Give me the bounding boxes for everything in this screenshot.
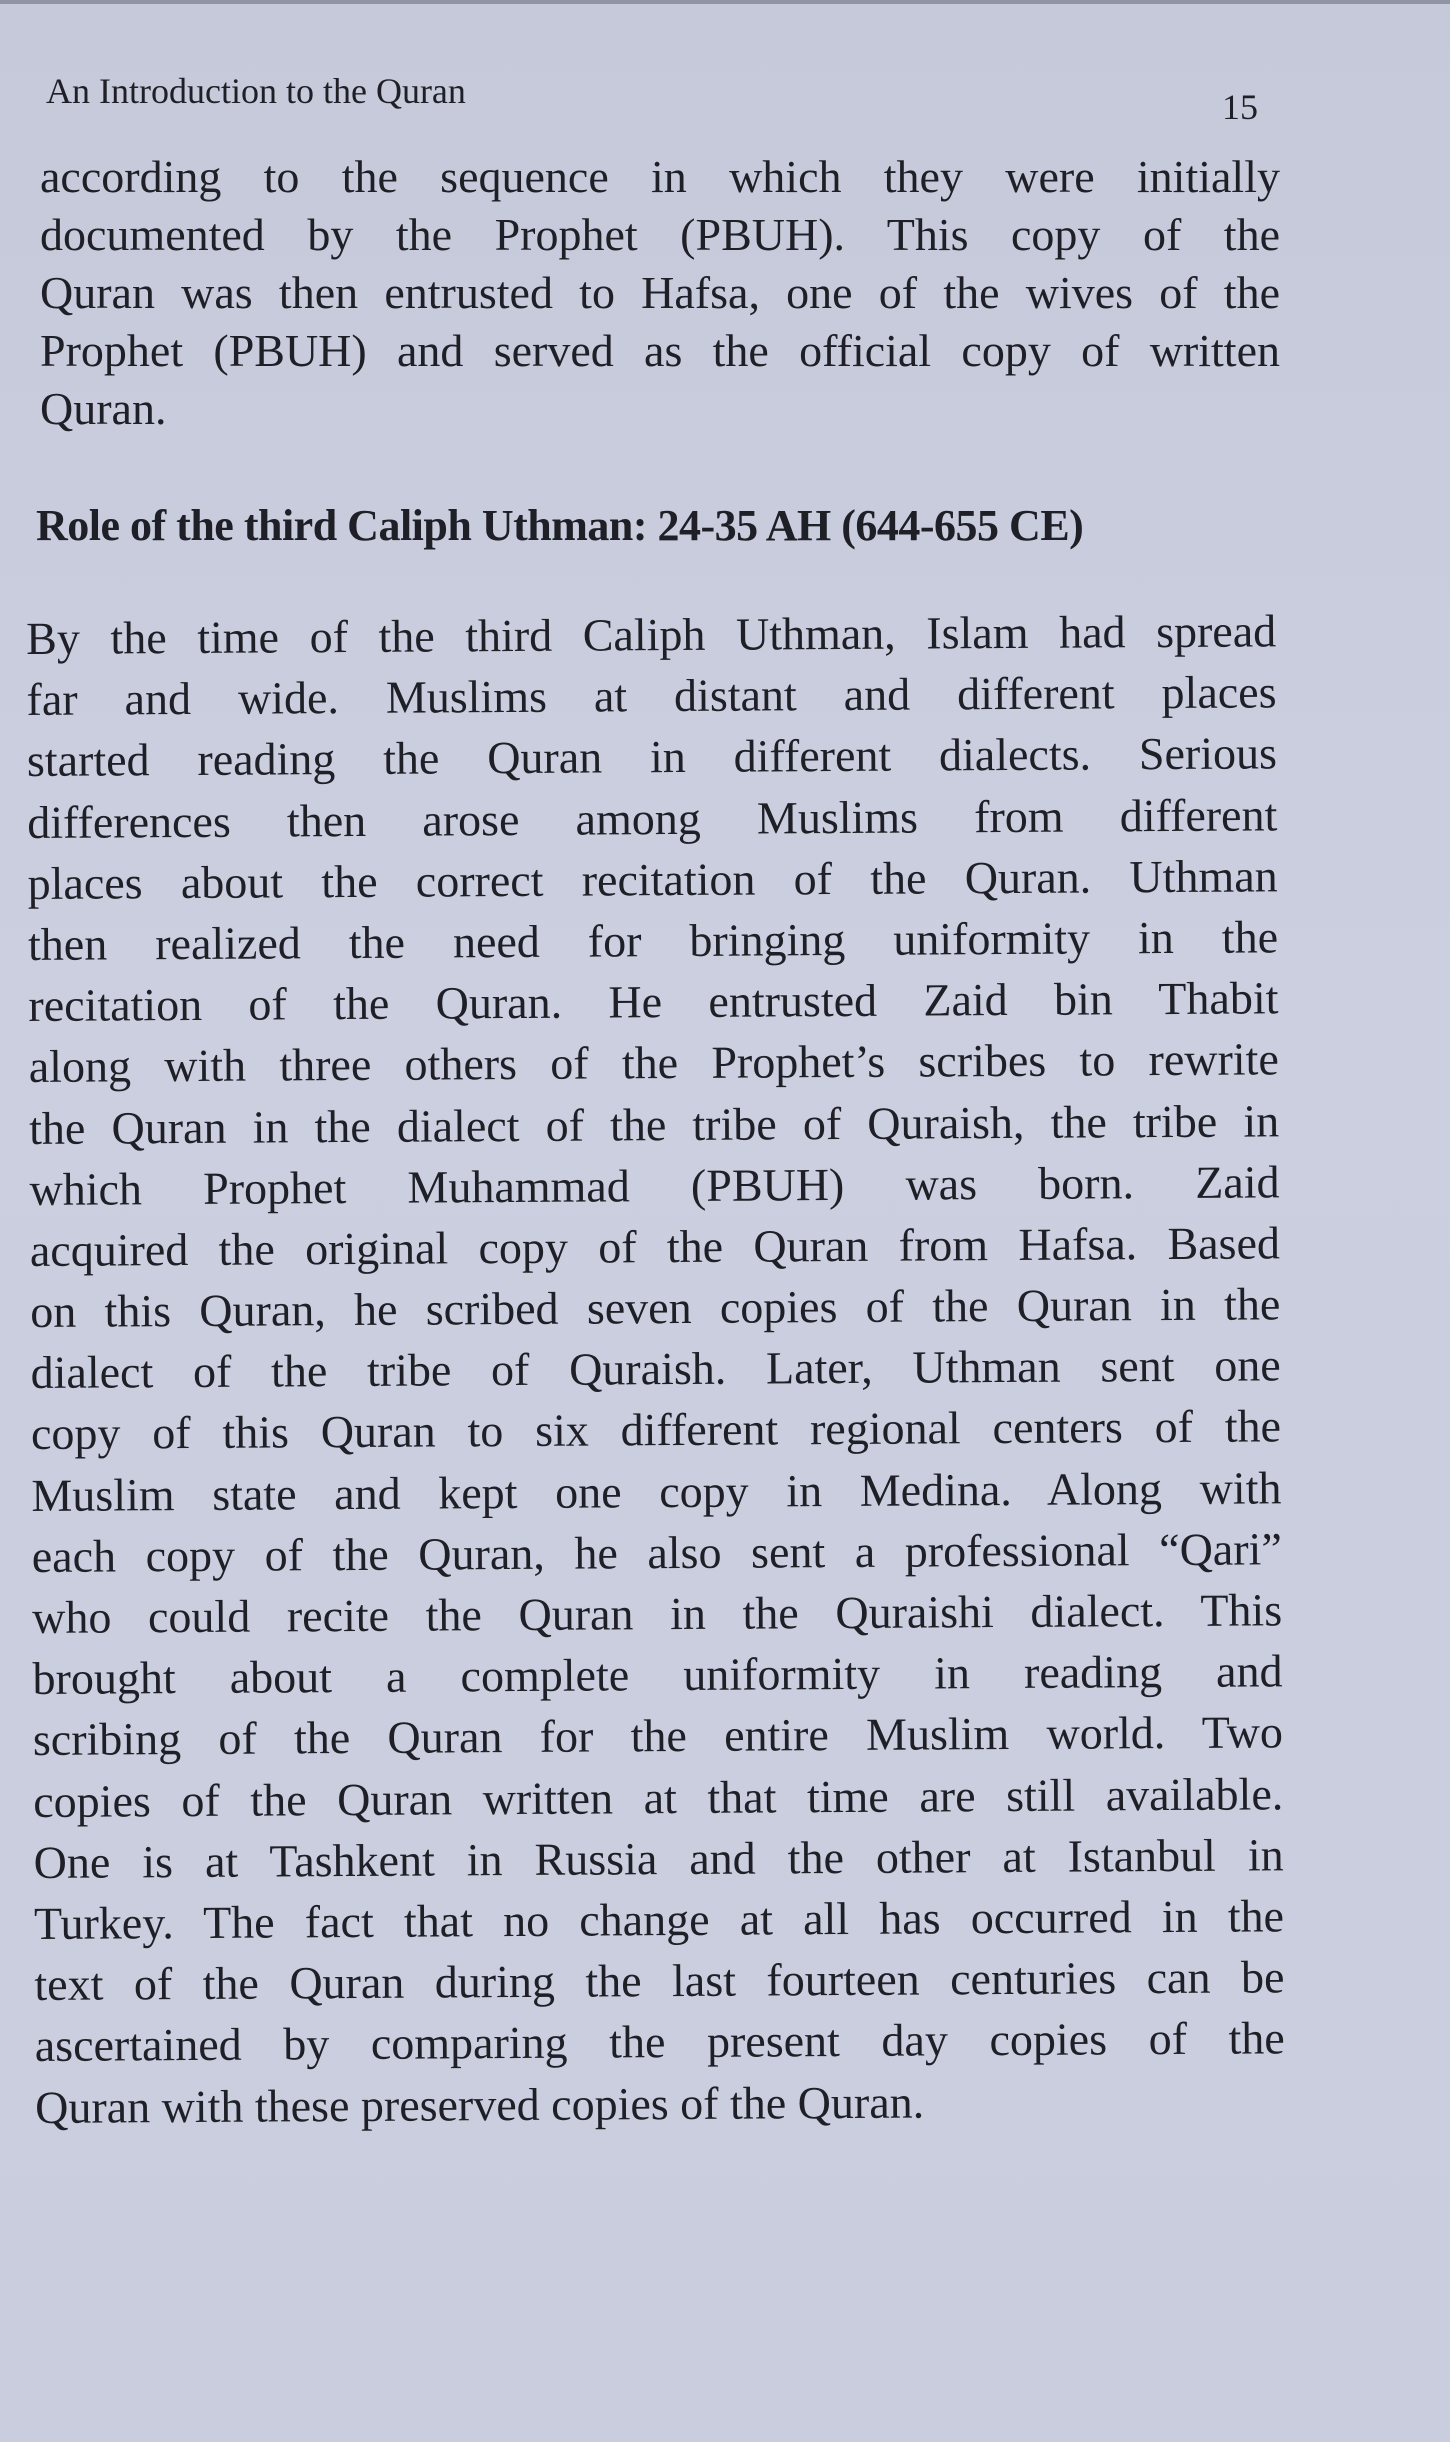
text-line: dialect of the tribe of Quraish. Later, Uthman sent one: [30, 1339, 1281, 1399]
running-title: An Introduction to the Quran: [46, 71, 466, 111]
page-edge: [0, 0, 1450, 4]
text-line: each copy of the Quran, he also sent a professional “Qari”: [31, 1523, 1282, 1582]
paragraph-1: [40, 148, 1280, 438]
text-line: scribing of the Quran for the entire Muslim world. Two: [32, 1706, 1284, 1766]
page-number: 15: [1222, 87, 1258, 127]
text-line: Quran.: [40, 383, 167, 434]
text-line: One is at Tashkent in Russia and the other at Istanbul in: [33, 1829, 1284, 1888]
text-line: copies of the Quran written at that time are still available.: [33, 1767, 1284, 1827]
paragraph-2: [26, 600, 1285, 2137]
text-line: which Prophet Muhammad (PBUH) was born. Zaid: [29, 1156, 1280, 1215]
text-line: By the time of the third Caliph Uthman, Islam had spread: [26, 605, 1277, 664]
text-line: copy of this Quran to six different regional centers of the: [30, 1400, 1282, 1460]
text-line: along with three others of the Prophet’s scribes to rewrite: [28, 1033, 1279, 1093]
section-heading: Role of the third Caliph Uthman: 24-35 AH (644-655 CE): [36, 501, 1084, 550]
text-line: places about the correct recitation of the Quran. Uthman: [27, 850, 1278, 909]
text-line: who could recite the Quran in the Quraishi dialect. This: [32, 1584, 1283, 1643]
text-line: started reading the Quran in different dialects. Serious: [26, 727, 1278, 787]
text-line: on this Quran, he scribed seven copies of the Quran in the: [30, 1278, 1281, 1338]
text-line: ascertained by comparing the present day copies of the: [34, 2012, 1285, 2072]
text-line: Turkey. The fact that no change at all has occurred in the: [33, 1890, 1285, 1949]
text-line: far and wide. Muslims at distant and different places: [26, 666, 1277, 726]
text-line: differences then arose among Muslims from different: [27, 788, 1278, 848]
text-line: Quran with these preserved copies of the Quran.: [35, 2076, 925, 2133]
text-line: recitation of the Quran. He entrusted Zaid bin Thabit: [28, 972, 1279, 1032]
text-line: Quran was then entrusted to Hafsa, one of the wives of the: [40, 267, 1280, 318]
text-line: the Quran in the dialect of the tribe of Quraish, the tribe in: [29, 1094, 1280, 1154]
text-line: acquired the original copy of the Quran from Hafsa. Based: [29, 1217, 1281, 1276]
text-line: according to the sequence in which they were initially: [40, 151, 1280, 202]
text-line: documented by the Prophet (PBUH). This copy of the: [40, 209, 1280, 260]
text-line: text of the Quran during the last fourteen centuries can be: [34, 1951, 1285, 2011]
text-line: brought about a complete uniformity in reading and: [32, 1645, 1283, 1705]
text-line: then realized the need for bringing uniformity in the: [27, 911, 1279, 970]
text-line: Prophet (PBUH) and served as the official copy of written: [40, 325, 1280, 376]
text-line: Muslim state and kept one copy in Medina. Along with: [31, 1461, 1282, 1521]
